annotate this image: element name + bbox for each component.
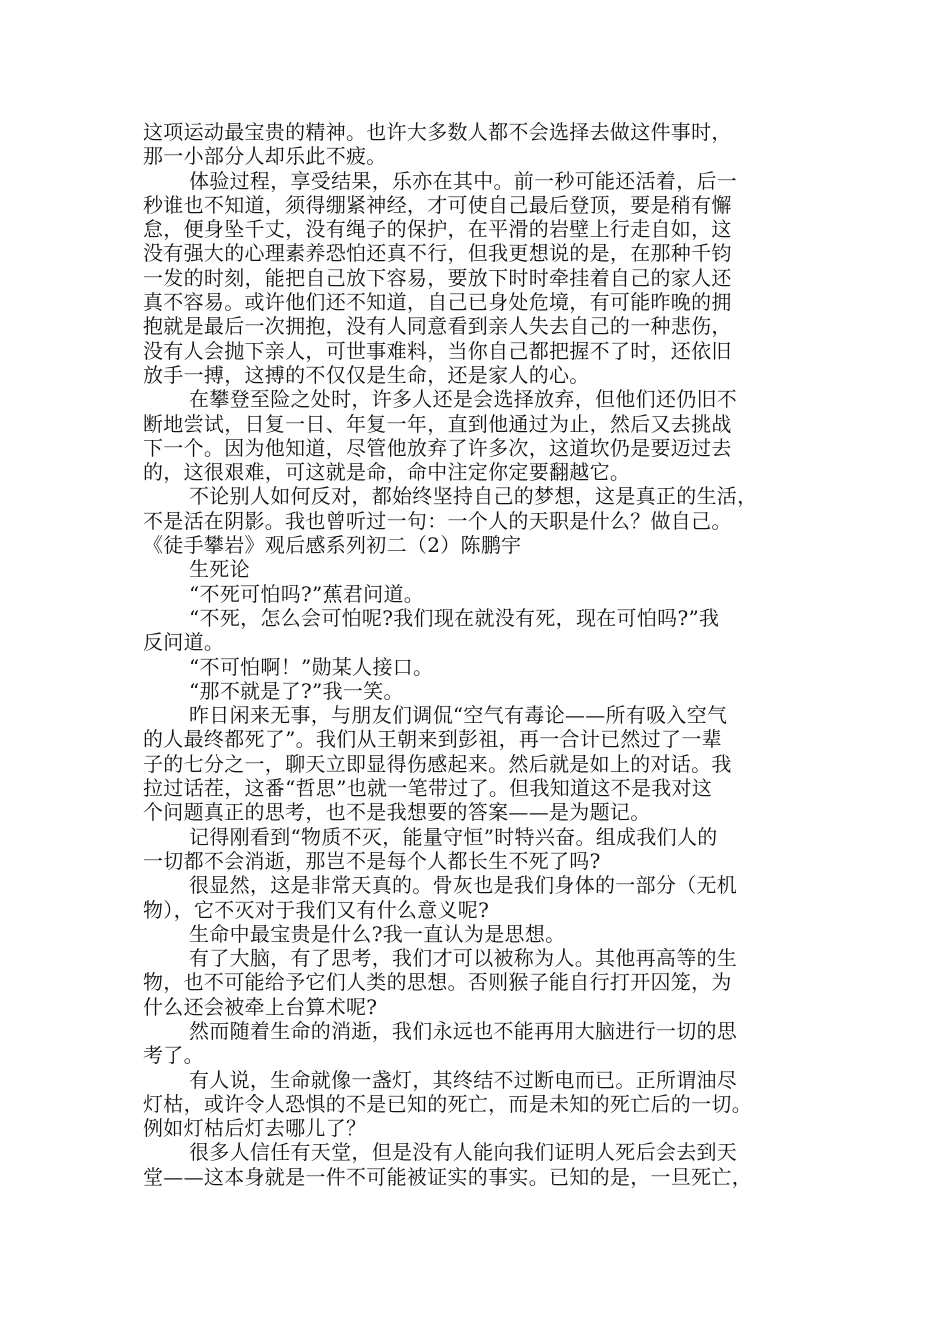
text-line: 的人最终都死了”。我们从王朝来到彭祖，再一合计已然过了一辈: [143, 727, 722, 752]
text-line: 一切都不会消逝，那岂不是每个人都长生不死了吗?: [143, 848, 601, 873]
text-line: 一发的时刻，能把自己放下容易，要放下时时牵挂着自己的家人还: [143, 265, 732, 290]
text-line: 考了。: [143, 1043, 204, 1068]
text-line: 有了大脑，有了思考，我们才可以被称为人。其他再高等的生: [189, 946, 738, 971]
text-line: 反问道。: [143, 630, 225, 655]
text-line: 真不容易。或许他们还不知道，自己已身处危境，有可能昨晚的拥: [143, 290, 732, 315]
document-body: [143, 120, 823, 1189]
text-line: 有人说，生命就像一盏灯，其终结不过断电而已。正所谓油尽: [189, 1067, 738, 1092]
text-line: 拉过话茬，这番“哲思”也就一笔带过了。但我知道这不是我对这: [143, 776, 713, 801]
text-line: 抱就是最后一次拥抱，没有人同意看到亲人失去自己的一种悲伤，: [143, 314, 732, 339]
text-line: 在攀登至险之处时，许多人还是会选择放弃，但他们还仍旧不: [189, 387, 738, 412]
text-line: 体验过程，享受结果，乐亦在其中。前一秒可能还活着，后一: [189, 168, 738, 193]
text-line: 《徒手攀岩》观后感系列初二（2）陈鹏宇: [143, 533, 522, 558]
text-line: 昨日闲来无事，与朋友们调侃“空气有毒论——所有吸入空气: [189, 703, 728, 728]
text-line: 很显然，这是非常天真的。骨灰也是我们身体的一部分（无机: [189, 873, 738, 898]
text-line: “不可怕啊！”勋某人接口。: [189, 654, 434, 679]
text-line: 这项运动最宝贵的精神。也许大多数人都不会选择去做这件事时，: [143, 120, 732, 144]
text-line: 物），它不灭对于我们又有什么意义呢?: [143, 897, 490, 922]
text-line: 然而随着生命的消逝，我们永远也不能再用大脑进行一切的思: [189, 1018, 738, 1043]
text-line: 断地尝试，日复一日、年复一年，直到他通过为止，然后又去挑战: [143, 411, 732, 436]
text-line: 生死论: [189, 557, 250, 582]
text-line: 的，这很艰难，可这就是命，命中注定你定要翻越它。: [143, 460, 631, 485]
text-line: 什么还会被牵上台算术呢?: [143, 994, 378, 1019]
text-line: 放手一搏，这搏的不仅仅是生命，还是家人的心。: [143, 362, 590, 387]
text-line: 灯枯，或许令人恐惧的不是已知的死亡，而是未知的死亡后的一切。: [143, 1091, 752, 1116]
text-line: 下一个。因为他知道，尽管他放弃了许多次，这道坎仍是要迈过去: [143, 435, 732, 460]
text-line: “不死，怎么会可怕呢?我们现在就没有死，现在可怕吗?”我: [189, 605, 720, 630]
text-line: 例如灯枯后灯去哪儿了？: [143, 1116, 367, 1141]
text-line: 个问题真正的思考，也不是我想要的答案——是为题记。: [143, 800, 651, 825]
text-line: 怠，便身坠千丈，没有绳子的保护，在平滑的岩壁上行走自如，这: [143, 217, 732, 242]
text-line: 没有强大的心理素养恐怕还真不行，但我更想说的是，在那种千钧: [143, 241, 732, 266]
text-line: 不论别人如何反对，都始终坚持自己的梦想，这是真正的生活，: [189, 484, 758, 509]
text-line: 很多人信任有天堂，但是没有人能向我们证明人死后会去到天: [189, 1140, 738, 1165]
text-line: “不死可怕吗?”蕉君问道。: [189, 581, 425, 606]
text-line: 生命中最宝贵是什么?我一直认为是思想。: [189, 921, 566, 946]
text-line: 秒谁也不知道，须得绷紧神经，才可使自己最后登顶，要是稍有懈: [143, 192, 732, 217]
text-line: 那一小部分人却乐此不疲。: [143, 144, 387, 169]
text-line: 子的七分之一，聊天立即显得伤感起来。然后就是如上的对话。我: [143, 751, 732, 776]
text-line: 物，也不可能给予它们人类的思想。否则猴子能自行打开囚笼，为: [143, 970, 732, 995]
text-line: 不是活在阴影。我也曾听过一句：一个人的天职是什么？做自己。: [143, 508, 732, 533]
text-line: 记得刚看到“物质不灭，能量守恒”时特兴奋。组成我们人的: [189, 824, 718, 849]
text-line: 没有人会抛下亲人，可世事难料，当你自己都把握不了时，还依旧: [143, 338, 732, 363]
text-line: “那不就是了?”我一笑。: [189, 678, 404, 703]
text-line: 堂——这本身就是一件不可能被证实的事实。已知的是，一旦死亡，: [143, 1164, 752, 1189]
